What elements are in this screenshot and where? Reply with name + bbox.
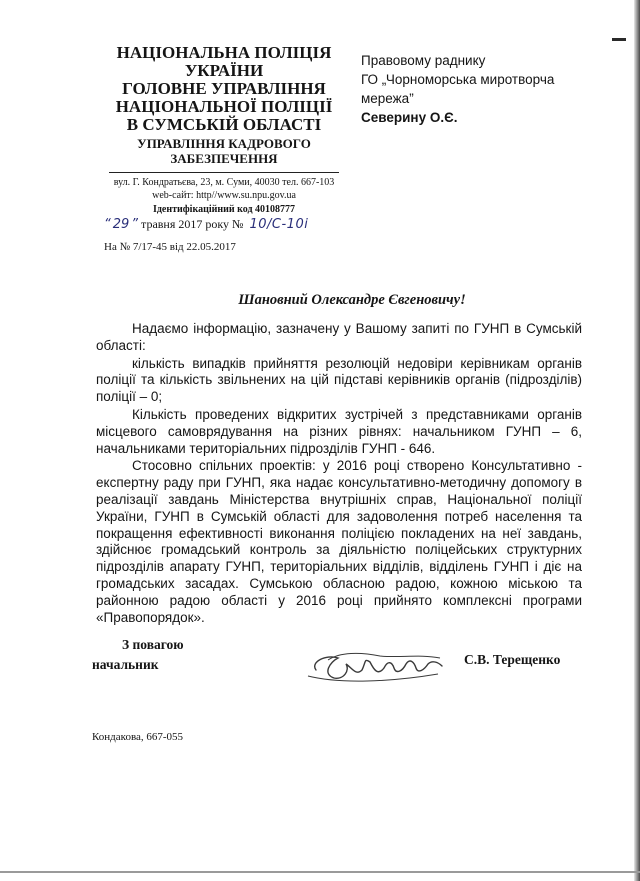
quote-close: ” (131, 217, 139, 232)
registration-day: 29 (112, 217, 130, 232)
body-paragraph: кількість випадків прийняття резолюцій недовіри керівникам органів поліції та кількість звільнених на цій підставі керівників органів (підрозділів) поліції – 0; (96, 355, 582, 405)
closing-block (92, 635, 184, 675)
scan-bottom-edge (0, 871, 640, 873)
salutation (0, 292, 640, 309)
quote-open: “ (104, 217, 111, 232)
addressee-block (361, 51, 601, 127)
org-code: Ідентифікаційний код 40108777 (152, 204, 296, 215)
registration-line (104, 216, 308, 233)
addressee-position: Правовому раднику (361, 53, 486, 68)
department-line: ЗАБЕЗПЕЧЕННЯ (170, 151, 278, 166)
addressee-organization-cont: мережа” (361, 91, 414, 106)
reference-line: На № 7/17-45 від 22.05.2017 (104, 241, 236, 253)
executor-contact: Кондакова, 667-055 (92, 731, 184, 743)
closing-position: начальник (92, 657, 159, 672)
scan-edge-mark (612, 38, 626, 41)
body-paragraph: Стосовно спільних проектів: у 2016 році створено Консультативно - експертну раду при ГУНП, яка надає консультативно-методичну допомогу в реалізації завдань Міністерства внутрішніх справ, Національної поліції України, ГУНП в Сумській області для задоволення потреб населення та покращення ефективності виконання поліцією покладених на неї завдань, здійснює громадський контроль за діяльністю поліцейських структурних підрозділів апарату ГУНП, територіальних відділів, відділень ГУНП і діє на громадських засадах. Сумською обласною радою, кожною міською та районною радою області у 2016 році прийнято комплексні програми «Правопорядок». (96, 458, 582, 625)
handwritten-signature (300, 640, 450, 690)
org-line: НАЦІОНАЛЬНА ПОЛІЦІЯ (116, 43, 332, 62)
closing-regards: З повагою (122, 637, 184, 652)
org-line: ГОЛОВНЕ УПРАВЛІННЯ (122, 79, 326, 98)
body-paragraph: Надаємо інформацію, зазначену у Вашому запиті по ГУНП в Сумській області: (96, 321, 582, 353)
letterhead (95, 44, 353, 216)
salutation-text: Шановний Олександре Євгеновичу! (238, 292, 466, 308)
registration-number: 10/С-10і (249, 217, 309, 232)
addressee-organization: ГО „Чорноморська миротворча (361, 72, 555, 87)
letter-body (96, 321, 582, 626)
org-website: web-сайт: http//www.su.npu.gov.ua (152, 190, 296, 201)
org-line: НАЦІОНАЛЬНОЇ ПОЛІЦІЇ (115, 97, 333, 116)
scan-page-edge (634, 0, 640, 881)
registration-month-year: травня 2017 року № (141, 217, 244, 231)
org-address: вул. Г. Кондратьєва, 23, м. Суми, 40030 тел. 667-103 (113, 177, 335, 188)
body-paragraph: Кількість проведених відкритих зустрічей з представниками органів місцевого самоврядування на різних рівнях: начальником ГУНП – 6, начальниками територіальних підрозділів ГУНП - 646. (96, 406, 582, 456)
signer-name: С.В. Терещенко (464, 652, 561, 667)
addressee-name: Северину О.Є. (361, 110, 458, 125)
org-line: В СУМСЬКІЙ ОБЛАСТІ (126, 115, 322, 134)
department-line: УПРАВЛІННЯ КАДРОВОГО (137, 136, 311, 151)
org-line: УКРАЇНИ (184, 61, 264, 80)
letterhead-divider (109, 172, 339, 173)
